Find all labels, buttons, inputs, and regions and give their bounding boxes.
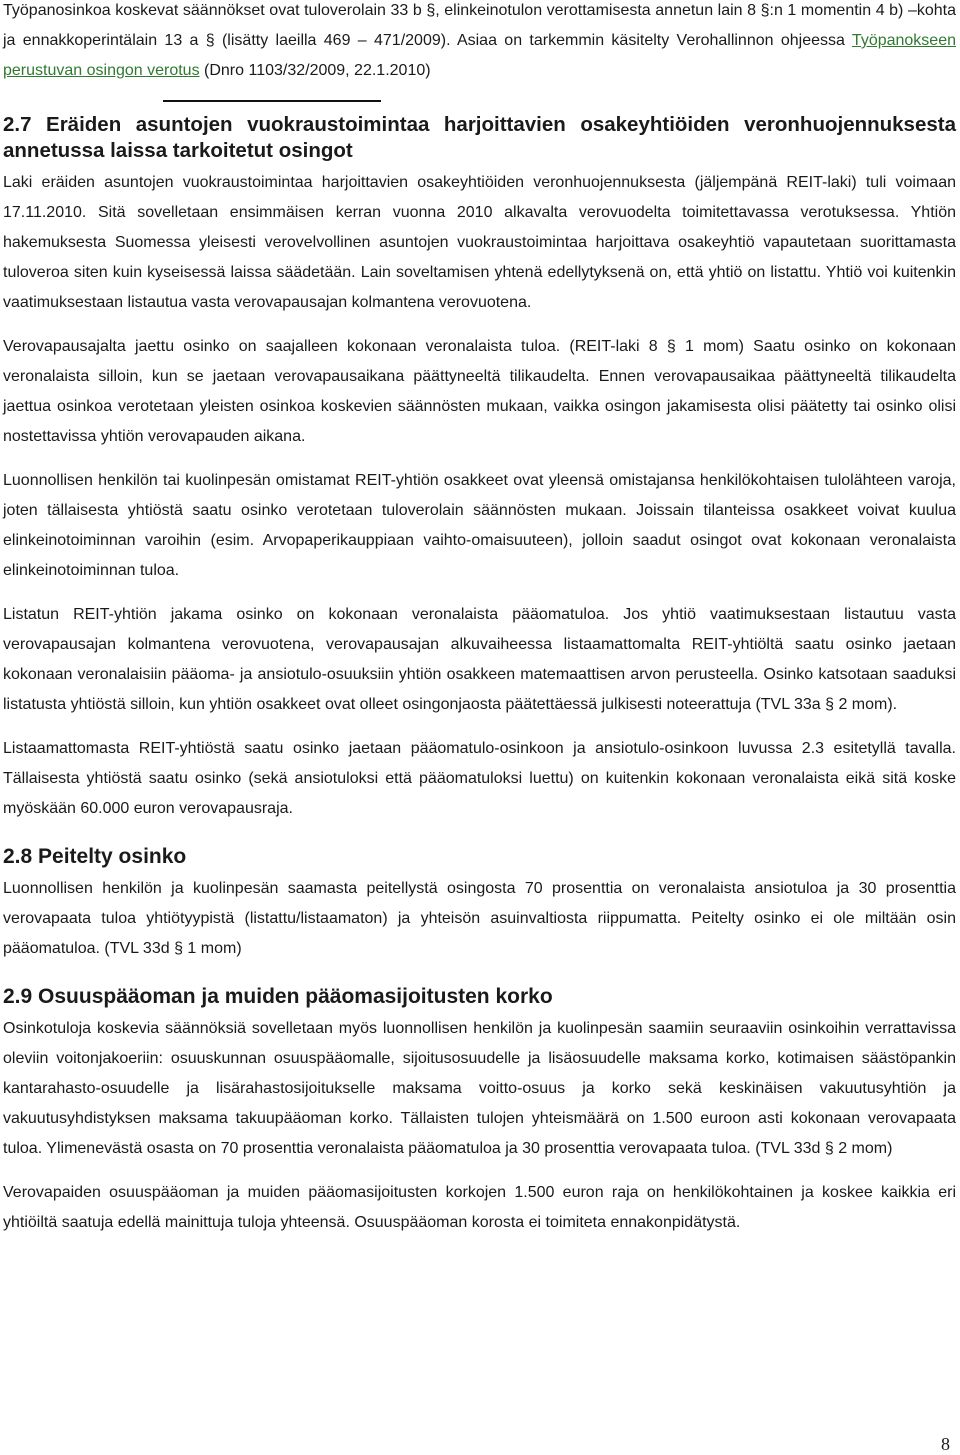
- document-page: [3, 0, 956, 1238]
- intro-text: Työpanosinkoa koskevat säännökset ovat tuloverolain 33 b §, elinkeinotulon verottamisesta annetun lain 8 §:n 1 momentin 4 b) –kohta ja ennakkoperintälain 13 a § (lisätty laeilla 469 – 471/2009). Asiaa on tarkemmin käsitelty Verohallinnon ohjeessa: [3, 2, 956, 49]
- section-2-9-paragraph-1: Osinkotuloja koskevia säännöksiä sovelletaan myös luonnollisen henkilön ja kuolinpesän saamiin seuraaviin osinkoihin verrattavissa oleviin voitonjakoeriin: osuuskunnan osuuspääomalle, sijoitusosuudelle ja lisäosuudelle maksama korko, kotimaisen säästöpankin kantarahasto-osuudelle ja lisärahastosijoitukselle maksama voitto-osuus ja korko sekä keskinäisen vakuutusyhtiön ja vakuutusyhdistyksen maksama takuupääoman korko. Tällaisten tulojen yhteismäärä on 1.500 euroon asti kokonaan verovapaata tuloa. Ylimenevästä osasta on 70 prosenttia veronalaista pääomatuloa ja 30 prosenttia verovapaata tuloa. (TVL 33d § 2 mom): [3, 1020, 956, 1157]
- page-number: 8: [941, 1434, 950, 1454]
- section-2-9-paragraph-2: Verovapaiden osuuspääoman ja muiden pääomasijoitusten korkojen 1.500 euron raja on henkilökohtainen ja koskee kaikkia eri yhtiöiltä saatuja edellä mainittuja tuloja yhteensä. Osuuspääoman korosta ei toimiteta ennakonpidätystä.: [3, 1184, 956, 1231]
- section-2-7-paragraph-5: Listaamattomasta REIT-yhtiöstä saatu osinko jaetaan pääomatulo-osinkoon ja ansiotulo-osinkoon luvussa 2.3 esitetyllä tavalla. Tällaisesta yhtiöstä saatu osinko (sekä ansiotuloksi että pääomatuloksi luettu) on kuitenkin kokonaan veronalaista eikä sitä koske myöskään 60.000 euron verovapausraja.: [3, 740, 956, 817]
- footnote-rule: [163, 100, 381, 102]
- intro-paragraph: [3, 0, 956, 86]
- section-2-7-paragraph-3: Luonnollisen henkilön tai kuolinpesän omistamat REIT-yhtiön osakkeet ovat yleensä omistajansa henkilökohtaisen tulolähteen varoja, joten tällaisesta yhtiöstä saatu osinko verotetaan tuloverolain säännösten mukaan. Joissain tilanteissa osakkeet voivat kuulua elinkeinotoiminnan varoihin (esim. Arvopaperikauppiaan vaihto-omaisuuteen), jolloin saadut osingot ovat kokonaan veronalaista elinkeinotoiminnan tuloa.: [3, 472, 956, 579]
- intro-text-end: (Dnro 1103/32/2009, 22.1.2010): [199, 62, 431, 79]
- guideline-link[interactable]: Työpanokseen perustuvan osingon verotus: [3, 32, 956, 79]
- section-2-8-paragraph-1: Luonnollisen henkilön ja kuolinpesän saamasta peitellystä osingosta 70 prosenttia on veronalaista ansiotuloa ja 30 prosenttia verovapaata tuloa yhtiötyypistä (listattu/listaamaton) ja yhteisön asuinvaltiosta riippumatta. Peitelty osinko ei ole miltään osin pääomatuloa. (TVL 33d § 1 mom): [3, 880, 956, 957]
- section-2-7-paragraph-4: Listatun REIT-yhtiön jakama osinko on kokonaan veronalaista pääomatuloa. Jos yhtiö vaatimuksestaan listautuu vasta verovapausajan kolmantena verovuotena, verovapausajan alkuvaiheessa listaamattomalta REIT-yhtiöltä saatu osinko jaetaan kokonaan veronalaisiin pääoma- ja ansiotulo-osuuksiin yhtiön osakkeen matemaattisen arvon perusteella. Osinko katsotaan saaduksi listatusta yhtiöstä silloin, kun yhtiön osakkeet ovat olleet osingonjaosta päätettäessä julkisesti noteerattuja (TVL 33a § 2 mom).: [3, 606, 956, 713]
- section-2-7-paragraph-2: Verovapausajalta jaettu osinko on saajalleen kokonaan veronalaista tuloa. (REIT-laki 8 § 1 mom) Saatu osinko on kokonaan veronalaista silloin, kun se jaetaan verovapausaikana päättyneeltä tilikaudelta. Ennen verovapausaikaa päättyneeltä tilikaudelta jaettua osinkoa verotetaan yleisten osinkoa koskevien säännösten mukaan, vaikka osingon jakamisesta olisi päätetty tai osinko olisi nostettavissa yhtiön verovapauden aikana.: [3, 338, 956, 445]
- section-2-7-heading: 2.7 Eräiden asuntojen vuokraustoimintaa harjoittavien osakeyhtiöiden veronhuojennuksesta annetussa laissa tarkoitetut osingot: [3, 113, 956, 162]
- section-2-8-heading: 2.8 Peitelty osinko: [3, 845, 187, 868]
- section-2-9-heading: 2.9 Osuuspääoman ja muiden pääomasijoitusten korko: [3, 985, 553, 1008]
- section-2-7-paragraph-1: Laki eräiden asuntojen vuokraustoimintaa harjoittavien osakeyhtiöiden veronhuojennuksesta (jäljempänä REIT-laki) tuli voimaan 17.11.2010. Sitä sovelletaan ensimmäisen kerran vuonna 2010 alkavalta verovuodelta toimitettavassa verotuksessa. Yhtiön hakemuksesta Suomessa yleisesti verovelvollinen asuntojen vuokraustoimintaa harjoittava osakeyhtiö vapautetaan suorittamasta tuloveroa siten kuin kyseisessä laissa säädetään. Lain soveltamisen yhtenä edellytyksenä on, että yhtiö on listattu. Yhtiö voi kuitenkin vaatimuksestaan listautua vasta verovapausajan kolmantena verovuotena.: [3, 174, 956, 311]
